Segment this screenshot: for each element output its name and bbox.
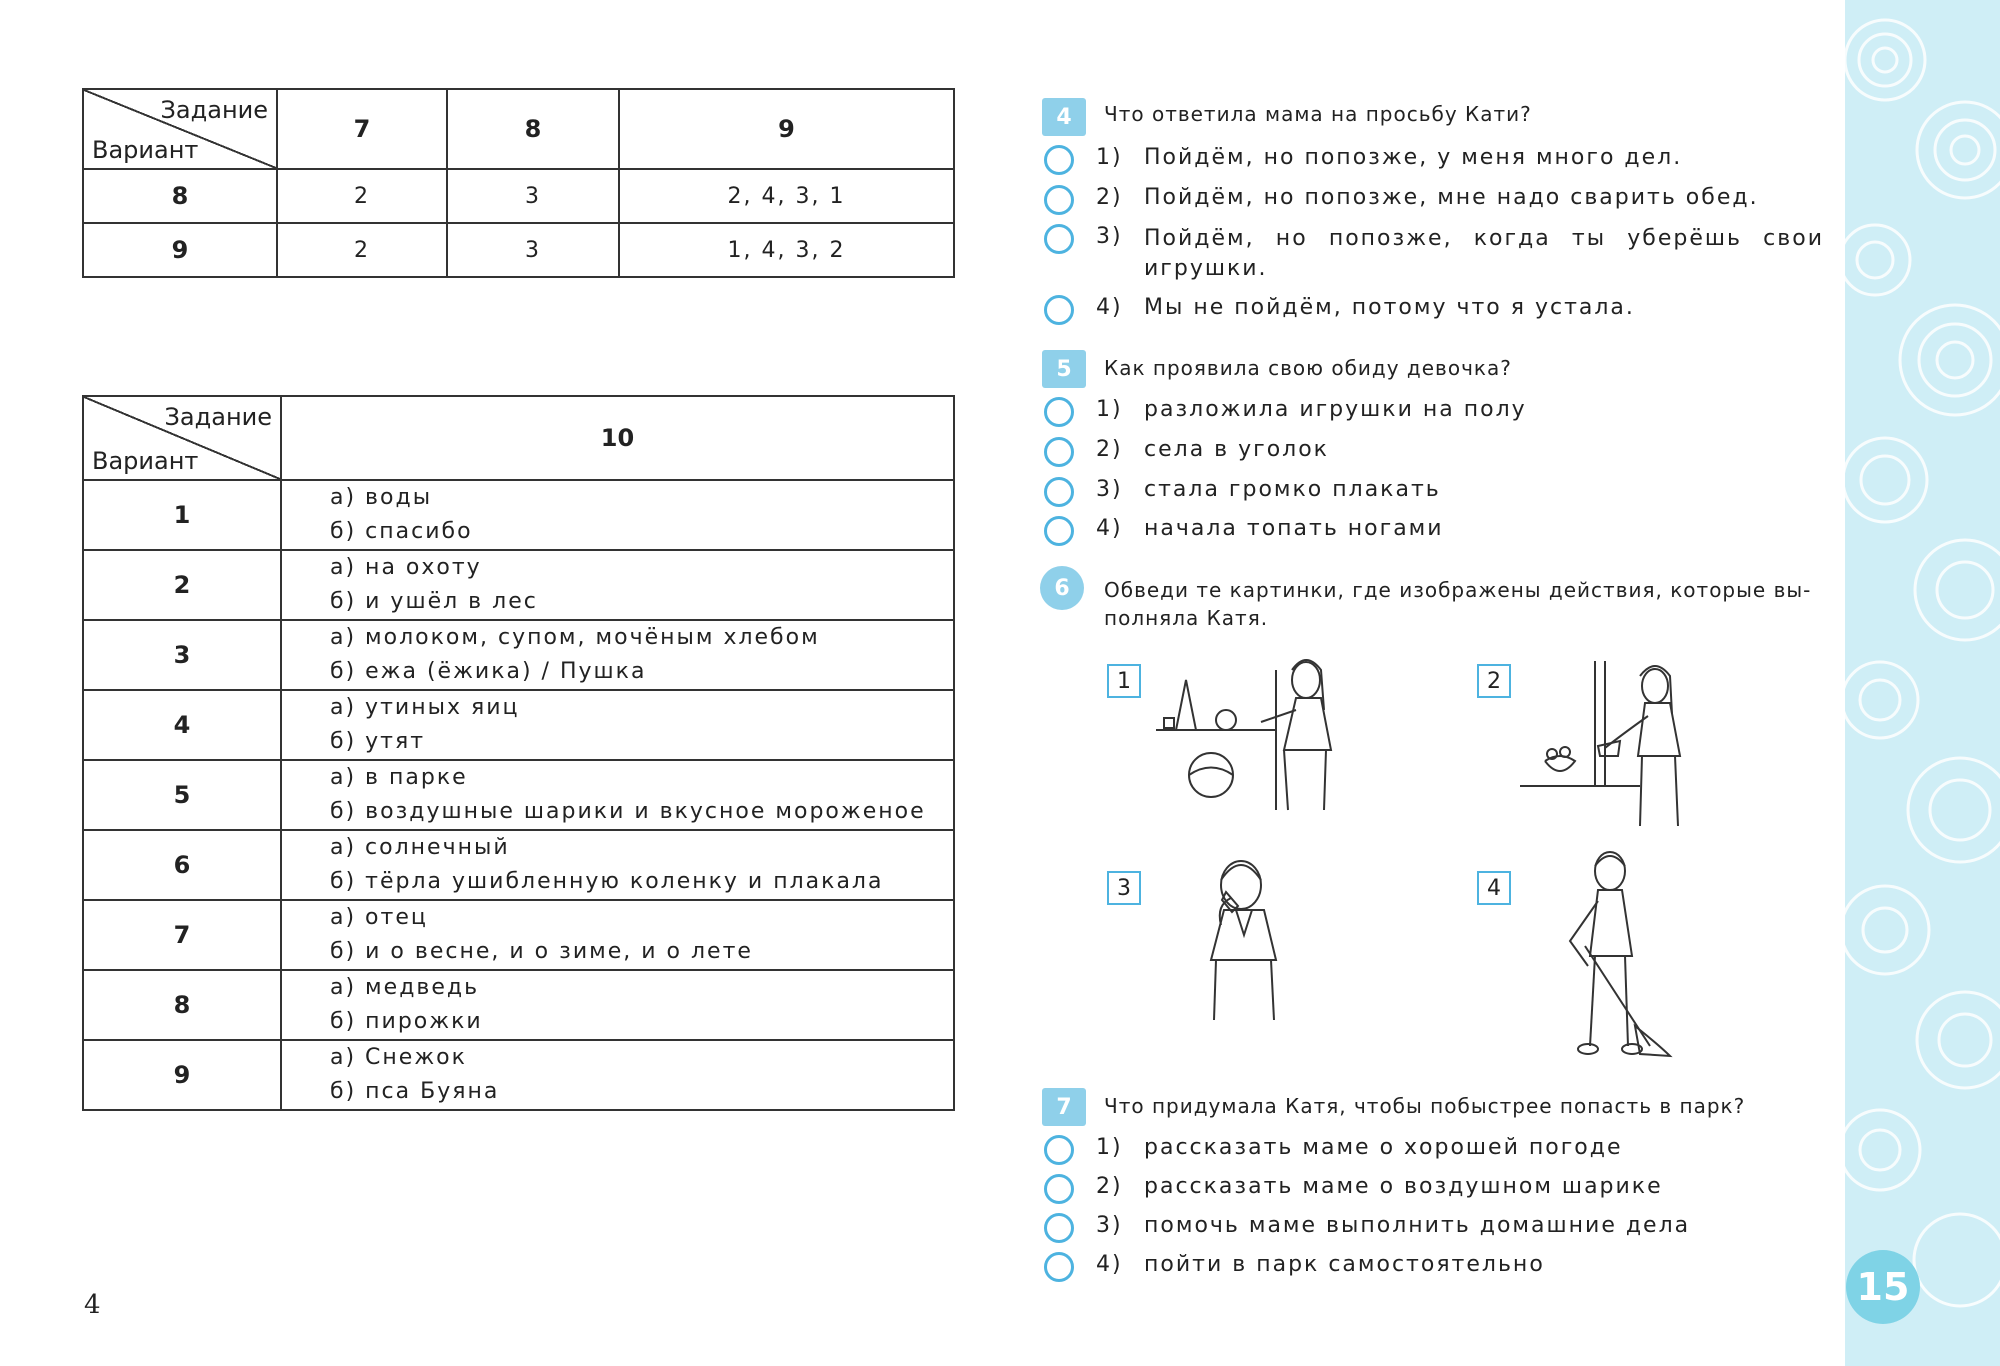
question-7-badge: 7 [1042, 1088, 1086, 1126]
corner-task-label: Задание [160, 96, 268, 124]
radio-button[interactable] [1044, 397, 1074, 427]
answer-cell [281, 550, 954, 620]
header-task-7: 7 [277, 89, 447, 169]
answer-b: б) тёрла ушибленную коленку и плакала [330, 869, 884, 894]
radio-button[interactable] [1044, 477, 1074, 507]
option-text: стала громко плакать [1144, 477, 1441, 502]
variant-number: 9 [83, 223, 277, 277]
question-4-text: Что ответила мама на просьбу Кати? [1104, 102, 1532, 126]
answer-b: б) спасибо [330, 519, 473, 544]
option-number: 3) [1096, 224, 1123, 249]
q5-option-2[interactable] [1044, 437, 1329, 467]
radio-button[interactable] [1044, 145, 1074, 175]
option-number: 3) [1096, 1213, 1123, 1238]
question-7-text: Что придумала Катя, чтобы побыстрее попасть в парк? [1104, 1094, 1746, 1118]
variant-number: 6 [83, 830, 281, 900]
option-number: 2) [1096, 1174, 1123, 1199]
q4-option-1[interactable] [1044, 145, 1682, 175]
q7-option-1[interactable] [1044, 1135, 1623, 1165]
option-text: пойти в парк самостоятельно [1144, 1252, 1545, 1277]
answer-cell: 2, 4, 3, 1 [619, 169, 954, 223]
decorative-snowflake-strip [1845, 0, 2000, 1366]
question-4-badge: 4 [1042, 98, 1086, 136]
table-row [83, 1040, 954, 1110]
variant-number: 8 [83, 970, 281, 1040]
answer-b: б) пса Буяна [330, 1079, 500, 1104]
snowflake-pattern-icon [1845, 0, 2000, 1366]
q7-option-2[interactable] [1044, 1174, 1663, 1204]
girl-eating-ice-cream-picture[interactable] [1196, 850, 1316, 1025]
picture-4-number[interactable]: 4 [1477, 871, 1511, 905]
answer-a: а) воды [330, 485, 433, 510]
q7-option-3[interactable] [1044, 1213, 1690, 1243]
answer-cell: 2 [277, 169, 447, 223]
option-number: 2) [1096, 185, 1123, 210]
corner-variant-label: Вариант [92, 136, 199, 164]
radio-button[interactable] [1044, 295, 1074, 325]
answer-a: а) утиных яиц [330, 695, 520, 720]
q5-option-1[interactable] [1044, 397, 1527, 427]
answers-table-7-9 [82, 88, 955, 278]
question-6-text [1104, 576, 1811, 632]
answer-cell: 3 [447, 169, 619, 223]
answer-cell [281, 760, 954, 830]
answer-a: а) отец [330, 905, 428, 930]
radio-button[interactable] [1044, 1135, 1074, 1165]
variant-number: 3 [83, 620, 281, 690]
radio-button[interactable] [1044, 1174, 1074, 1204]
variant-number: 5 [83, 760, 281, 830]
answer-b: б) пирожки [330, 1009, 483, 1034]
option-number: 1) [1096, 1135, 1123, 1160]
answer-a: а) Снежок [330, 1045, 467, 1070]
answer-b: б) ежа (ёжика) / Пушка [330, 659, 647, 684]
question-6-line2: полняла Катя. [1104, 606, 1269, 630]
option-number: 3) [1096, 477, 1123, 502]
option-text: рассказать маме о хорошей погоде [1144, 1135, 1623, 1160]
answer-cell [281, 620, 954, 690]
answer-cell: 1, 4, 3, 2 [619, 223, 954, 277]
answer-cell [281, 830, 954, 900]
option-text: Пойдём, но попозже, мне надо сварить обед. [1144, 185, 1759, 210]
table-row [83, 169, 954, 223]
variant-number: 8 [83, 169, 277, 223]
answer-a: а) на охоту [330, 555, 482, 580]
radio-button[interactable] [1044, 1213, 1074, 1243]
answer-b: б) утят [330, 729, 426, 754]
answer-cell: 3 [447, 223, 619, 277]
answer-cell [281, 970, 954, 1040]
option-text: Пойдём, но попозже, когда ты уберёшь свои игрушки. [1144, 226, 1824, 281]
variant-number: 7 [83, 900, 281, 970]
option-text: начала топать ногами [1144, 516, 1444, 541]
answer-cell [281, 690, 954, 760]
option-text: села в уголок [1144, 437, 1329, 462]
table-row [83, 900, 954, 970]
question-6-badge: 6 [1040, 566, 1084, 610]
answer-cell [281, 900, 954, 970]
option-number: 4) [1096, 295, 1123, 320]
page-number-right: 15 [1846, 1250, 1920, 1324]
answer-b: б) и ушёл в лес [330, 589, 538, 614]
picture-2-number[interactable]: 2 [1477, 664, 1511, 698]
header-task-8: 8 [447, 89, 619, 169]
answer-b: б) и о весне, и о зиме, и о лете [330, 939, 753, 964]
option-number: 2) [1096, 437, 1123, 462]
variant-number: 1 [83, 480, 281, 550]
option-text: Пойдём, но попозже, у меня много дел. [1144, 145, 1683, 170]
answer-a: а) медведь [330, 975, 480, 1000]
radio-button[interactable] [1044, 437, 1074, 467]
variant-number: 2 [83, 550, 281, 620]
q5-option-4[interactable] [1044, 516, 1444, 546]
table-row [83, 620, 954, 690]
table-row [83, 550, 954, 620]
table-row [83, 690, 954, 760]
answer-cell: 2 [277, 223, 447, 277]
corner-variant-label: Вариант [92, 447, 199, 475]
answer-cell [281, 1040, 954, 1110]
question-5-badge: 5 [1042, 350, 1086, 388]
table-corner [83, 396, 281, 480]
option-text: разложила игрушки на полу [1144, 397, 1527, 422]
girl-watering-flowers-picture[interactable] [1520, 656, 1705, 831]
q4-option-4[interactable] [1044, 295, 1635, 325]
question-6-line1: Обведи те картинки, где изображены действия, которые вы- [1104, 578, 1812, 602]
answer-a: а) молоком, супом, мочёным хлебом [330, 625, 820, 650]
answer-cell [281, 480, 954, 550]
radio-button[interactable] [1044, 185, 1074, 215]
header-task-9: 9 [619, 89, 954, 169]
corner-task-label: Задание [164, 403, 272, 431]
option-number: 4) [1096, 516, 1123, 541]
table-corner [83, 89, 277, 169]
girl-with-toys-picture[interactable] [1156, 650, 1356, 820]
answers-table-10 [82, 395, 955, 1111]
table-row [83, 480, 954, 550]
radio-button[interactable] [1044, 516, 1074, 546]
table-row [83, 970, 954, 1040]
option-text: помочь маме выполнить домашние дела [1144, 1213, 1691, 1238]
variant-number: 9 [83, 1040, 281, 1110]
option-number: 4) [1096, 1252, 1123, 1277]
page-number-left: 4 [84, 1290, 101, 1320]
q4-option-3[interactable] [1044, 224, 1824, 284]
q4-option-2[interactable] [1044, 185, 1759, 215]
header-task-10: 10 [281, 396, 954, 480]
option-number: 1) [1096, 145, 1123, 170]
variant-number: 4 [83, 690, 281, 760]
radio-button[interactable] [1044, 224, 1074, 254]
answer-a: а) солнечный [330, 835, 510, 860]
answer-b: б) воздушные шарики и вкусное мороженое [330, 799, 926, 824]
table-row [83, 830, 954, 900]
option-text: Мы не пойдём, потому что я устала. [1144, 295, 1635, 320]
answer-a: а) в парке [330, 765, 468, 790]
radio-button[interactable] [1044, 1252, 1074, 1282]
question-5-text: Как проявила свою обиду девочка? [1104, 356, 1512, 380]
option-number: 1) [1096, 397, 1123, 422]
table-row [83, 760, 954, 830]
picture-3-number[interactable]: 3 [1107, 871, 1141, 905]
q7-option-4[interactable] [1044, 1252, 1545, 1282]
table-row [83, 223, 954, 277]
picture-1-number[interactable]: 1 [1107, 664, 1141, 698]
q5-option-3[interactable] [1044, 477, 1441, 507]
girl-sweeping-floor-picture[interactable] [1540, 846, 1690, 1061]
option-text: рассказать маме о воздушном шарике [1144, 1174, 1663, 1199]
